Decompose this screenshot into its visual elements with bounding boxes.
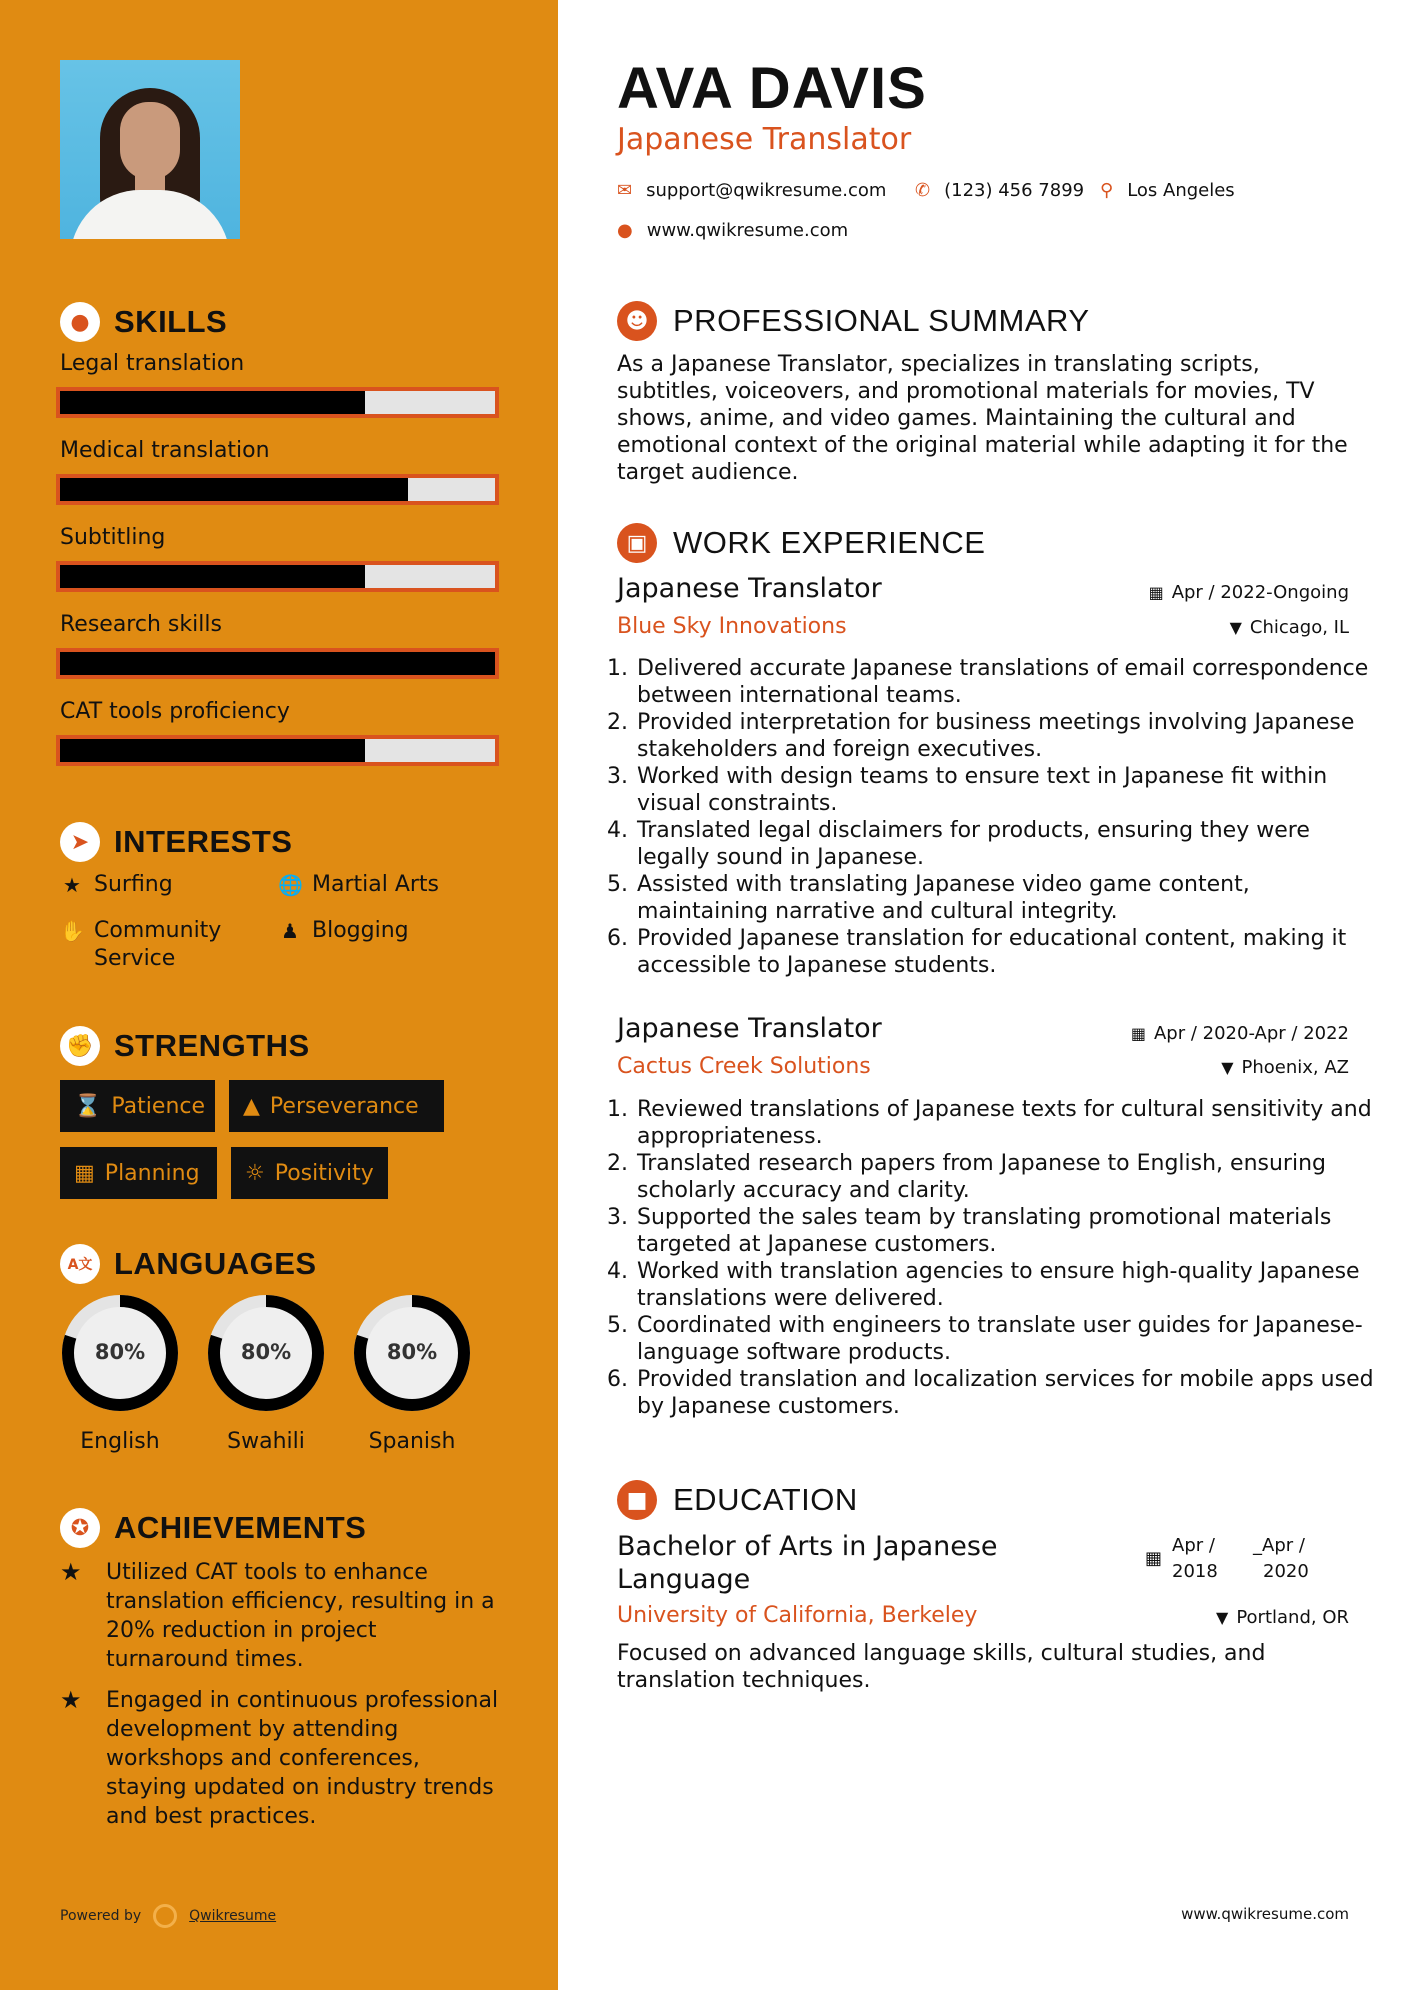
star-icon: ★: [63, 873, 81, 897]
road-icon: ▲: [243, 1093, 260, 1119]
graduate-icon: ■: [617, 1480, 657, 1520]
map-marker-icon: ⚲: [1100, 180, 1114, 201]
summary-text: As a Japanese Translator, specializes in translating scripts, subtitles, voiceovers, and promotional materials for movies, TV shows, anime, and video games. Maintaining the cultural and emotional context of the original material while adapting it for the target audience.: [617, 352, 1348, 485]
interests-heading: ➤ INTERESTS: [60, 822, 292, 862]
calendar-icon: ▦: [1145, 1548, 1163, 1569]
skill-label: CAT tools proficiency: [60, 699, 290, 724]
email-contact: ✉ support@qwikresume.com: [617, 180, 887, 201]
job-duties-list: [610, 1096, 1380, 1420]
job-duty: 2. Provided interpretation for business meetings involving Japanese stakeholders and foreign executives.: [635, 709, 1380, 763]
stars-icon: ★: [60, 1558, 82, 1586]
candidate-name: AVA DAVIS: [617, 56, 927, 121]
skill-label: Medical translation: [60, 438, 270, 463]
hourglass-icon: ⌛: [74, 1093, 102, 1119]
job-location: ▼ Phoenix, AZ: [1221, 1057, 1349, 1078]
education-heading: ■ EDUCATION: [617, 1480, 858, 1520]
qwikresume-logo-icon: [153, 1904, 177, 1928]
website-contact: ● www.qwikresume.com: [617, 220, 849, 241]
education-end-date: _Apr / 2020: [1253, 1535, 1309, 1582]
interest-item: ✋ Community Service: [60, 918, 222, 971]
job-duty: 6. Provided translation and localization services for mobile apps used by Japanese customers.: [635, 1366, 1380, 1420]
powered-by: Powered by Qwikresume: [60, 1904, 276, 1928]
calendar-icon: ▦: [1148, 583, 1164, 602]
job-duty: 1. Delivered accurate Japanese translations of email correspondence between international teams.: [635, 655, 1380, 709]
job-location: ▼ Chicago, IL: [1229, 617, 1349, 638]
globe-icon: ●: [617, 220, 633, 241]
paper-plane-icon: ➤: [60, 822, 100, 862]
job-duty: 1. Reviewed translations of Japanese texts for cultural sensitivity and appropriateness.: [635, 1096, 1380, 1150]
job-duty: 5. Assisted with translating Japanese video game content, maintaining narrative and cultural integrity.: [635, 871, 1380, 925]
experience-heading: ▣ WORK EXPERIENCE: [617, 523, 985, 563]
languages-heading: A文 LANGUAGES: [60, 1244, 317, 1284]
job-duty: 6. Provided Japanese translation for educational content, making it accessible to Japanese students.: [635, 925, 1380, 979]
language-name: English: [80, 1429, 160, 1454]
strengths-heading: ✊ STRENGTHS: [60, 1026, 310, 1066]
skill-label: Subtitling: [60, 525, 166, 550]
briefcase-icon: ▣: [617, 523, 657, 563]
fist-icon: ✊: [60, 1026, 100, 1066]
strength-badge: ▲ Perseverance: [229, 1080, 444, 1132]
summary-heading: ☻ PROFESSIONAL SUMMARY: [617, 301, 1090, 341]
education-degree: Bachelor of Arts in Japanese Language: [617, 1531, 998, 1595]
skill-label: Research skills: [60, 612, 222, 637]
skill-bar: [56, 474, 499, 505]
candidate-title: Japanese Translator: [617, 122, 912, 157]
phone-contact: ✆ (123) 456 7899: [915, 180, 1085, 201]
skill-bar-fill: [60, 478, 408, 501]
interest-item: 🌐 Martial Arts: [278, 872, 440, 897]
job-duty: 5. Coordinated with engineers to translate user guides for Japanese-language software products.: [635, 1312, 1380, 1366]
pin-icon: ▼: [1229, 618, 1242, 637]
job-duties-list: [610, 655, 1380, 979]
job-company: Cactus Creek Solutions: [617, 1054, 871, 1079]
pin-icon: ▼: [1221, 1058, 1234, 1077]
job-company: Blue Sky Innovations: [617, 614, 847, 639]
achievement-item: ★ Engaged in continuous professional development by attending workshops and conferences, staying updated on industry trends and best practices.: [60, 1686, 499, 1829]
stars-icon: ★: [60, 1686, 82, 1714]
user-icon: ☻: [617, 301, 657, 341]
skill-label: Legal translation: [60, 351, 245, 376]
job-duty: 4. Translated legal disclaimers for products, ensuring they were legally sound in Japanese.: [635, 817, 1380, 871]
strength-badge: ☼ Positivity: [231, 1147, 388, 1199]
users-icon: ♟: [281, 919, 299, 943]
skills-heading: ● SKILLS: [60, 302, 227, 342]
job-duty: 3. Worked with design teams to ensure text in Japanese fit within visual constraints.: [635, 763, 1380, 817]
skill-bar: [56, 387, 499, 418]
achievements-heading: ✪ ACHIEVEMENTS: [60, 1508, 366, 1548]
language-icon: A文: [60, 1244, 100, 1284]
strength-badge: ▦ Planning: [60, 1147, 217, 1199]
lightbulb-icon: ●: [60, 302, 100, 342]
language-name: Swahili: [227, 1429, 305, 1454]
language-percent: 80%: [240, 1340, 292, 1364]
job-role: Japanese Translator: [617, 573, 882, 604]
pin-icon: ▼: [1216, 1608, 1229, 1627]
language-percent: 80%: [386, 1340, 438, 1364]
skill-bar: [56, 735, 499, 766]
skill-bar: [56, 561, 499, 592]
achievement-item: ★ Utilized CAT tools to enhance translation efficiency, resulting in a 20% reduction in project turnaround times.: [60, 1558, 495, 1672]
skill-bar-fill: [60, 652, 495, 675]
language-percent: 80%: [94, 1340, 146, 1364]
education-location: ▼ Portland, OR: [1216, 1607, 1349, 1628]
sidebar: [0, 0, 558, 1990]
interest-item: ★ Surfing: [60, 871, 173, 899]
language-name: Spanish: [368, 1429, 456, 1454]
qwikresume-link[interactable]: Qwikresume: [189, 1908, 277, 1924]
job-duty: 4. Worked with translation agencies to ensure high-quality Japanese translations were delivered.: [635, 1258, 1380, 1312]
job-role: Japanese Translator: [617, 1013, 882, 1044]
skill-bar: [56, 648, 499, 679]
award-icon: ✪: [60, 1508, 100, 1548]
handshake-icon: ✋: [60, 919, 85, 943]
job-duty: 3. Supported the sales team by translating promotional materials targeted at Japanese customers.: [635, 1204, 1380, 1258]
interest-item: ♟ Blogging: [278, 917, 409, 945]
job-dates: ▦ Apr / 2020-Apr / 2022: [1130, 1023, 1349, 1044]
skill-bar-fill: [60, 565, 365, 588]
education-start-date: Apr / 2018: [1172, 1535, 1218, 1582]
strength-badge: ⌛ Patience: [60, 1080, 215, 1132]
envelope-icon: ✉: [617, 180, 633, 201]
footer-url[interactable]: www.qwikresume.com: [1181, 1905, 1349, 1923]
job-duty: 2. Translated research papers from Japanese to English, ensuring scholarly accuracy and clarity.: [635, 1150, 1380, 1204]
skill-bar-fill: [60, 391, 365, 414]
skill-bar-fill: [60, 739, 365, 762]
job-dates: ▦ Apr / 2022-Ongoing: [1148, 582, 1349, 603]
education-school: University of California, Berkeley: [617, 1603, 978, 1628]
phone-icon: ✆: [915, 180, 931, 201]
sun-icon: ☼: [245, 1160, 265, 1186]
education-description: Focused on advanced language skills, cultural studies, and translation techniques.: [617, 1641, 1266, 1693]
globe-icon: 🌐: [278, 873, 303, 897]
calendar-icon: ▦: [1130, 1024, 1146, 1043]
location-contact: ⚲ Los Angeles: [1100, 180, 1235, 201]
calendar-icon: ▦: [74, 1160, 95, 1186]
profile-photo: [60, 60, 240, 239]
